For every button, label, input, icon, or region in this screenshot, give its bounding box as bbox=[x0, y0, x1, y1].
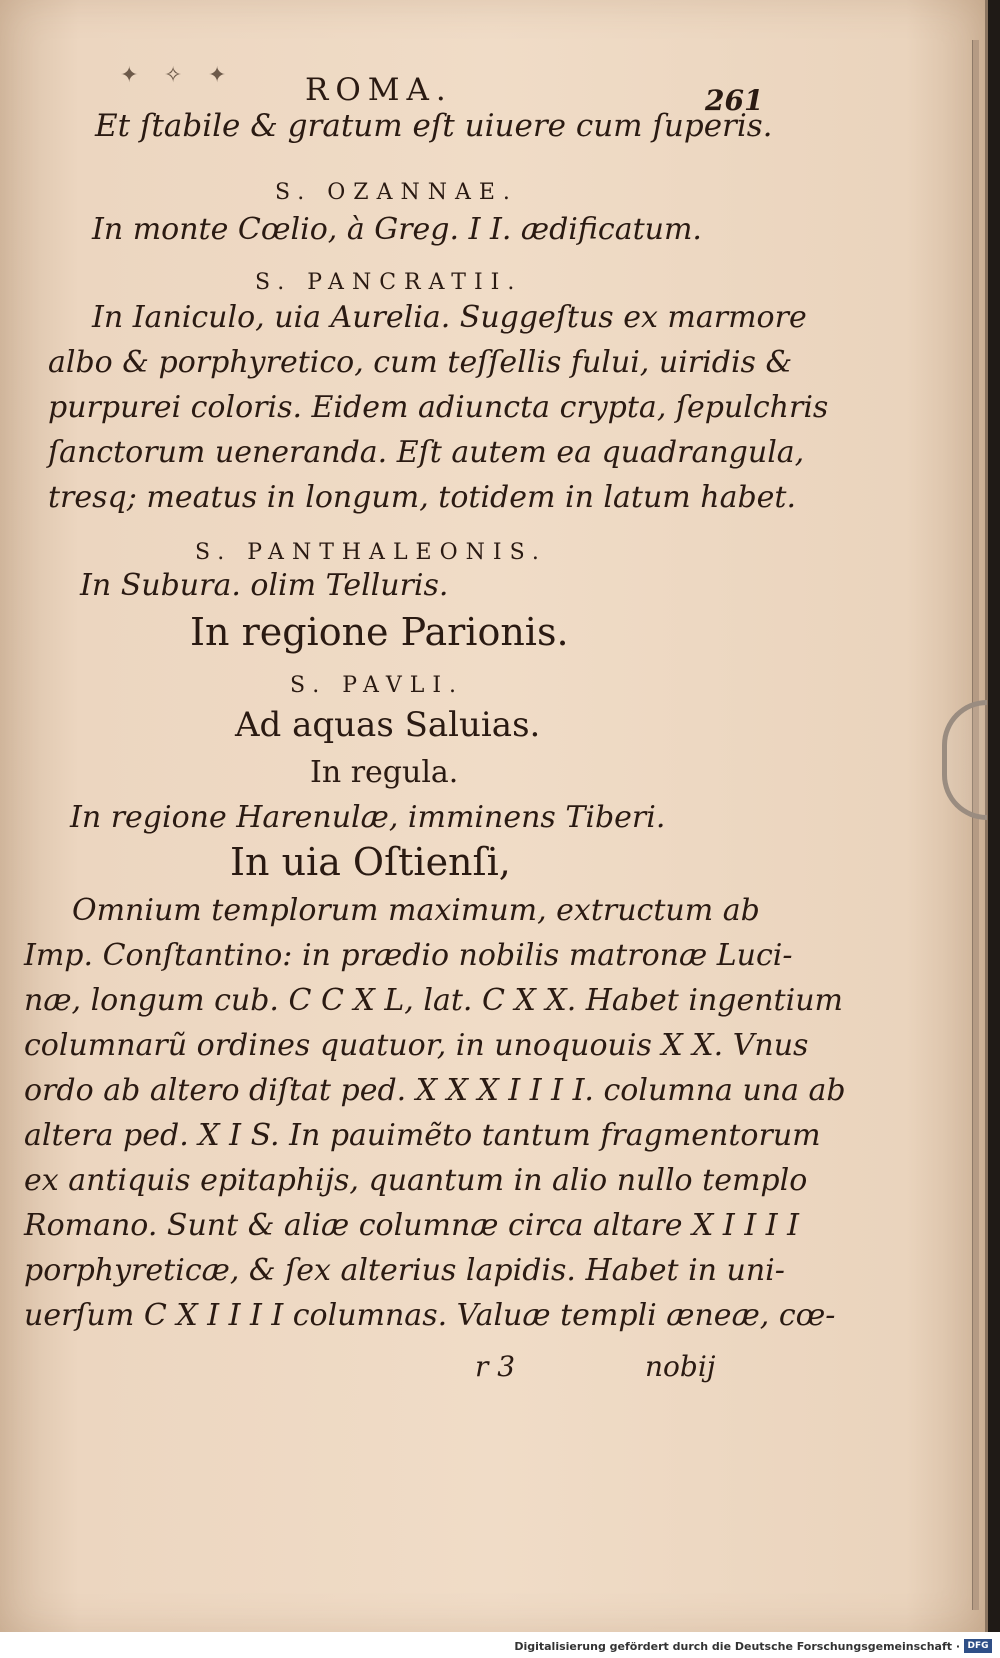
section-text-harenulae: In regione Harenulæ, imminens Tiberi. bbox=[70, 800, 666, 835]
body-line: Omnium templorum maximum, extructum ab bbox=[72, 893, 760, 928]
subheading-ostiensi: In uia Oſtienſi, bbox=[230, 840, 511, 884]
running-head: ROMA. bbox=[305, 72, 453, 108]
footer-credit: Digitalisierung gefördert durch die Deutsche Forschungsgemeinschaft · bbox=[514, 1640, 960, 1653]
body-line: Romano. Sunt & aliæ columnæ circa altare X I I I I bbox=[24, 1208, 799, 1243]
page-edge bbox=[972, 40, 979, 1610]
section-title-panthaleonis: S. PANTHALEONIS. bbox=[195, 540, 547, 565]
body-line: ex antiquis epitaphijs, quantum in alio nullo templo bbox=[24, 1163, 808, 1198]
body-line: purpurei coloris. Eidem adiuncta crypta, ſepulchris bbox=[48, 390, 829, 425]
catchword: nobij bbox=[645, 1350, 716, 1383]
body-line: ordo ab altero diſtat ped. X X X I I I I. columna una ab bbox=[24, 1073, 846, 1108]
body-line: altera ped. X I S. In pauimẽto tantum fragmentorum bbox=[24, 1118, 821, 1153]
body-line: columnarũ ordines quatuor, in unoquouis X X. Vnus bbox=[24, 1028, 809, 1063]
body-line: tresq; meatus in longum, totidem in latum habet. bbox=[48, 480, 797, 515]
body-line: uerſum C X I I I I columnas. Valuæ templi æneæ, cœ- bbox=[24, 1298, 836, 1333]
body-line: albo & porphyretico, cum teſſellis fului, uiridis & bbox=[48, 345, 793, 380]
dfg-logo-icon: DFG bbox=[964, 1639, 992, 1653]
subheading-ad-aquas: Ad aquas Saluias. bbox=[235, 705, 541, 745]
region-heading-parionis: In regione Parionis. bbox=[190, 610, 569, 654]
section-text-panthaleonis: In Subura. olim Telluris. bbox=[80, 568, 449, 603]
body-line: ſanctorum ueneranda. Eſt autem ea quadrangula, bbox=[48, 435, 805, 470]
signature-mark: r 3 bbox=[475, 1350, 516, 1383]
body-line: In Ianiculo, uia Aurelia. Suggeſtus ex marmore bbox=[92, 300, 807, 335]
section-title-pauli: S. PAVLI. bbox=[290, 673, 465, 698]
body-line: porphyreticæ, & ſex alterius lapidis. Habet in uni- bbox=[24, 1253, 785, 1288]
bookmark-clip-icon bbox=[942, 700, 987, 820]
section-title-pancratii: S. PANCRATII. bbox=[255, 270, 523, 295]
section-text-ozannae: In monte Cœlio, à Greg. I I. ædificatum. bbox=[92, 212, 702, 247]
subheading-in-regula: In regula. bbox=[310, 755, 459, 790]
body-line: næ, longum cub. C C X L, lat. C X X. Habet ingentium bbox=[24, 983, 843, 1018]
body-line: Imp. Conſtantino: in prædio nobilis matronæ Luci- bbox=[24, 938, 793, 973]
page-number: 261 bbox=[705, 84, 764, 117]
verse-line: Et ſtabile & gratum eſt uiuere cum ſuperis. bbox=[95, 108, 773, 144]
section-title-ozannae: S. OZANNAE. bbox=[275, 180, 518, 205]
ornament-icon: ✦ ✧ ✦ bbox=[120, 62, 237, 87]
